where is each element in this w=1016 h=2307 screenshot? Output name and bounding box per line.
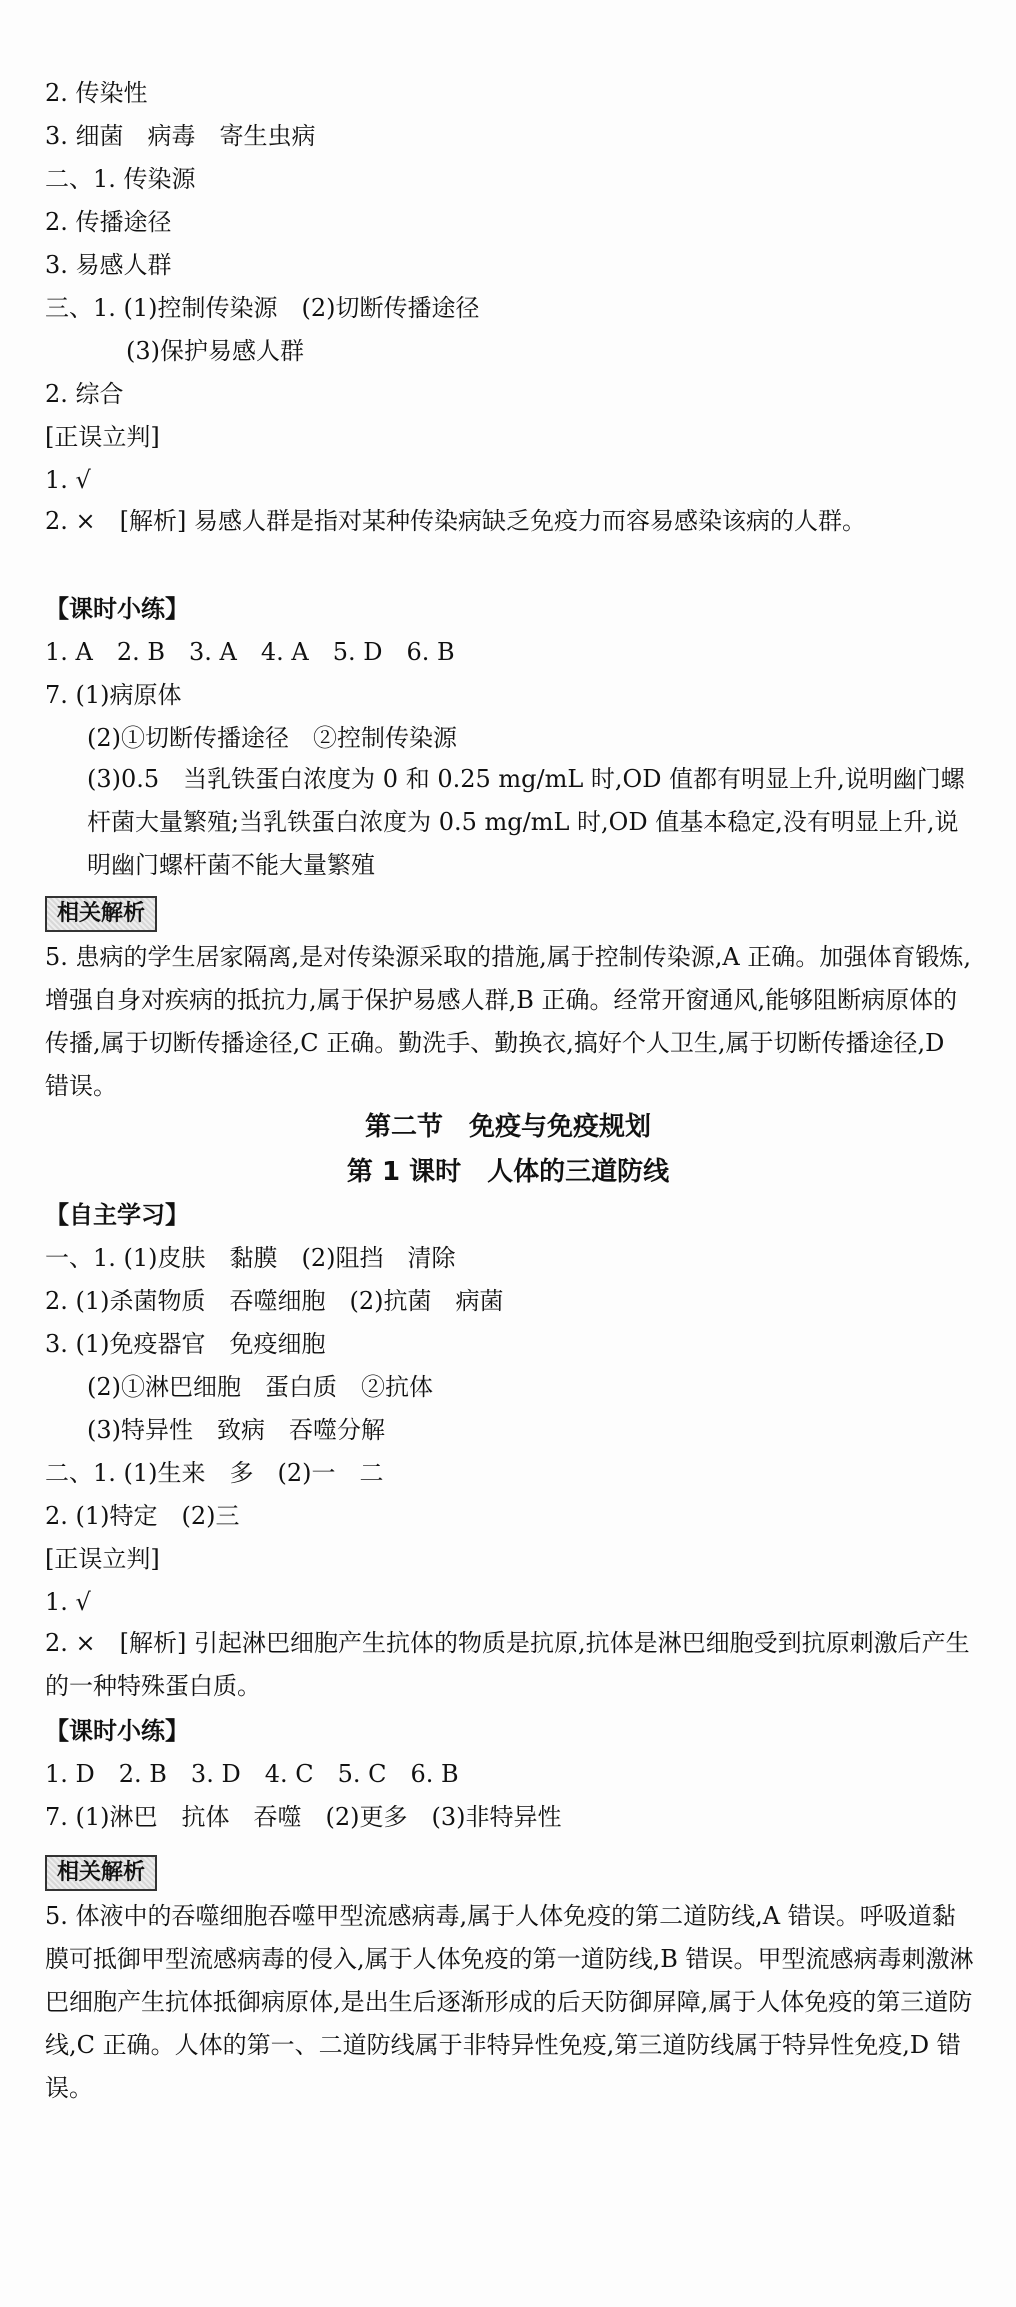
explanation-paragraph: (3)0.5 当乳铁蛋白浓度为 0 和 0.25 mg/mL 时,OD 值都有明显上升,说明幽门螺杆菌大量繁殖;当乳铁蛋白浓度为 0.5 mg/mL 时,OD 值基本稳定,没有明显上升,说明幽门螺杆菌不能大量繁殖 [87,765,965,879]
answer-line: 1. √ [45,1588,91,1616]
section-label-practice: 【课时小练】 [45,1717,189,1745]
answer-line: 2. 传染性 [45,79,148,107]
answer-line: 2. 综合 [45,380,124,408]
section-label-judge: [正误立判] [45,423,160,451]
section-title: 第二节 免疫与免疫规划 [364,1112,651,1142]
answer-line: 三、1. (1)控制传染源 (2)切断传播途径 [45,294,480,322]
answer-line: 1. √ [45,466,91,494]
answer-line: (2)①淋巴细胞 蛋白质 ②抗体 [87,1373,433,1401]
related-analysis-badge: 相关解析 [45,1855,157,1891]
explanation-paragraph: 2. × [解析] 引起淋巴细胞产生抗体的物质是抗原,抗体是淋巴细胞受到抗原刺激后产生的一种特殊蛋白质。 [45,1629,970,1700]
answer-line: 二、1. (1)生来 多 (2)一 二 [45,1459,384,1487]
answer-line: 7. (1)病原体 [45,681,182,709]
lesson-title: 第 1 课时 人体的三道防线 [346,1157,670,1187]
answer-line: 一、1. (1)皮肤 黏膜 (2)阻挡 清除 [45,1244,456,1272]
answer-line: 二、1. 传染源 [45,165,196,193]
answer-line: 2. 传播途径 [45,208,172,236]
answer-line: 7. (1)淋巴 抗体 吞噬 (2)更多 (3)非特异性 [45,1803,562,1831]
answer-line: 3. 细菌 病毒 寄生虫病 [45,122,316,150]
answer-line: 3. (1)免疫器官 免疫细胞 [45,1330,326,1358]
answer-line: (2)①切断传播途径 ②控制传染源 [87,724,457,752]
related-analysis-badge: 相关解析 [45,896,157,932]
answer-line: (3)保护易感人群 [126,337,304,365]
answer-line: 1. A 2. B 3. A 4. A 5. D 6. B [45,638,455,666]
answer-line: 1. D 2. B 3. D 4. C 5. C 6. B [45,1760,459,1788]
section-label-practice: 【课时小练】 [45,595,189,623]
section-label-self-study: 【自主学习】 [45,1201,189,1229]
answer-line: (3)特异性 致病 吞噬分解 [87,1416,385,1444]
explanation-paragraph: 2. × [解析] 易感人群是指对某种传染病缺乏免疫力而容易感染该病的人群。 [45,507,866,535]
answer-line: 3. 易感人群 [45,251,172,279]
answer-line: 2. (1)特定 (2)三 [45,1502,240,1530]
analysis-paragraph: 5. 体液中的吞噬细胞吞噬甲型流感病毒,属于人体免疫的第二道防线,A 错误。呼吸道黏膜可抵御甲型流感病毒的侵入,属于人体免疫的第一道防线,B 错误。甲型流感病毒刺激淋巴细胞产生抗体抵御病原体,是出生后逐渐形成的后天防御屏障,属于人体免疫的第三道防线,C 正确。人体的第一、二道防线属于非特异性免疫,第三道防线属于特异性免疫,D 错误。 [45,1902,974,2102]
answer-line: 2. (1)杀菌物质 吞噬细胞 (2)抗菌 病菌 [45,1287,504,1315]
analysis-paragraph: 5. 患病的学生居家隔离,是对传染源采取的措施,属于控制传染源,A 正确。加强体育锻炼,增强自身对疾病的抵抗力,属于保护易感人群,B 正确。经常开窗通风,能够阻断病原体的传播,属于切断传播途径,C 正确。勤洗手、勤换衣,搞好个人卫生,属于切断传播途径,D 错误。 [45,943,972,1100]
section-label-judge: [正误立判] [45,1545,160,1573]
